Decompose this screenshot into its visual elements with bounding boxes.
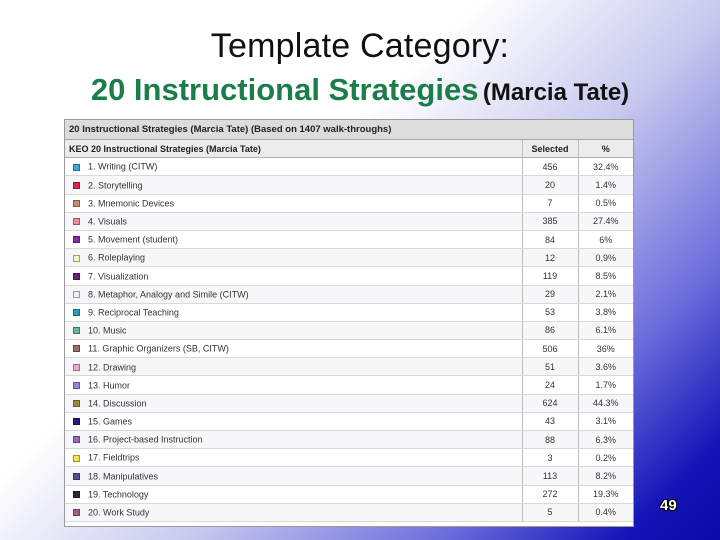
selected-count: 3	[522, 449, 578, 467]
table-row	[65, 376, 633, 394]
slide-title-line2	[0, 72, 720, 108]
column-header-selected[interactable]: Selected	[522, 140, 578, 158]
strategy-label: 4. Visuals	[88, 216, 127, 227]
selected-percent: 0.4%	[578, 503, 633, 521]
legend-swatch-icon	[73, 418, 80, 425]
selected-percent: 32.4%	[578, 158, 633, 176]
strategy-cell	[65, 249, 522, 267]
selected-count: 7	[522, 194, 578, 212]
legend-swatch-icon	[73, 309, 80, 316]
legend-swatch-icon	[73, 473, 80, 480]
selected-percent: 6.1%	[578, 321, 633, 339]
strategy-cell	[65, 285, 522, 303]
report-header: 20 Instructional Strategies (Marcia Tate) (Based on 1407 walk-throughs)	[65, 120, 633, 140]
table-row	[65, 230, 633, 248]
strategy-label: 8. Metaphor, Analogy and Simile (CITW)	[88, 289, 249, 300]
slide-title-author: (Marcia Tate)	[482, 79, 630, 106]
table-row	[65, 321, 633, 339]
legend-swatch-icon	[73, 200, 80, 207]
legend-swatch-icon	[73, 455, 80, 462]
strategy-label: 9. Reciprocal Teaching	[88, 307, 179, 318]
selected-count: 20	[522, 176, 578, 194]
selected-percent: 2.1%	[578, 285, 633, 303]
strategy-label: 10. Music	[88, 325, 127, 336]
table-row	[65, 394, 633, 412]
strategy-cell	[65, 412, 522, 430]
selected-percent: 3.1%	[578, 412, 633, 430]
selected-count: 12	[522, 249, 578, 267]
selected-percent: 1.4%	[578, 176, 633, 194]
strategy-cell	[65, 158, 522, 176]
strategy-label: 7. Visualization	[88, 271, 149, 282]
strategy-cell	[65, 394, 522, 412]
selected-count: 86	[522, 321, 578, 339]
legend-swatch-icon	[73, 182, 80, 189]
strategy-label: 11. Graphic Organizers (SB, CITW)	[88, 343, 229, 354]
table-row	[65, 158, 633, 176]
strategy-cell	[65, 503, 522, 521]
table-row	[65, 449, 633, 467]
selected-percent: 6.3%	[578, 431, 633, 449]
table-row	[65, 340, 633, 358]
table-row	[65, 303, 633, 321]
table-row	[65, 485, 633, 503]
selected-count: 506	[522, 340, 578, 358]
strategy-label: 20. Work Study	[88, 507, 150, 518]
strategy-cell	[65, 467, 522, 485]
selected-count: 5	[522, 503, 578, 521]
selected-count: 272	[522, 485, 578, 503]
strategy-label: 6. Roleplaying	[88, 253, 146, 264]
table-row	[65, 358, 633, 376]
strategy-cell	[65, 431, 522, 449]
selected-percent: 27.4%	[578, 212, 633, 230]
selected-count: 88	[522, 431, 578, 449]
selected-percent: 0.9%	[578, 249, 633, 267]
selected-count: 53	[522, 303, 578, 321]
strategy-cell	[65, 212, 522, 230]
legend-swatch-icon	[73, 364, 80, 371]
strategy-cell	[65, 230, 522, 248]
column-header-strategy[interactable]: KEO 20 Instructional Strategies (Marcia Tate)	[65, 140, 522, 158]
strategy-cell	[65, 358, 522, 376]
selected-percent: 8.5%	[578, 267, 633, 285]
selected-percent: 0.2%	[578, 449, 633, 467]
selected-percent: 0.5%	[578, 194, 633, 212]
selected-count: 84	[522, 230, 578, 248]
strategy-label: 15. Games	[88, 416, 133, 427]
selected-count: 385	[522, 212, 578, 230]
table-row	[65, 467, 633, 485]
legend-swatch-icon	[73, 382, 80, 389]
legend-swatch-icon	[73, 327, 80, 334]
strategy-cell	[65, 340, 522, 358]
legend-swatch-icon	[73, 273, 80, 280]
strategy-cell	[65, 267, 522, 285]
strategy-label: 14. Discussion	[88, 398, 147, 409]
strategy-cell	[65, 194, 522, 212]
selected-count: 113	[522, 467, 578, 485]
column-header-percent[interactable]: %	[578, 140, 633, 158]
strategy-cell	[65, 485, 522, 503]
legend-swatch-icon	[73, 345, 80, 352]
selected-percent: 36%	[578, 340, 633, 358]
strategy-label: 17. Fieldtrips	[88, 453, 140, 464]
selected-count: 24	[522, 376, 578, 394]
strategy-cell	[65, 449, 522, 467]
table-header-row	[65, 140, 633, 158]
legend-swatch-icon	[73, 164, 80, 171]
selected-count: 43	[522, 412, 578, 430]
legend-swatch-icon	[73, 291, 80, 298]
strategy-label: 13. Humor	[88, 380, 131, 391]
strategy-cell	[65, 303, 522, 321]
strategy-label: 5. Movement (student)	[88, 234, 179, 245]
strategy-label: 2. Storytelling	[88, 180, 143, 191]
strategy-label: 1. Writing (CITW)	[88, 162, 158, 173]
page-number: 49	[660, 497, 677, 514]
table-row	[65, 267, 633, 285]
selected-count: 51	[522, 358, 578, 376]
table-row	[65, 431, 633, 449]
table-row	[65, 212, 633, 230]
slide-title-main: 20 Instructional Strategies	[90, 72, 479, 107]
selected-percent: 19.3%	[578, 485, 633, 503]
selected-count: 119	[522, 267, 578, 285]
selected-percent: 44.3%	[578, 394, 633, 412]
selected-percent: 1.7%	[578, 376, 633, 394]
legend-swatch-icon	[73, 236, 80, 243]
selected-count: 624	[522, 394, 578, 412]
table-row	[65, 176, 633, 194]
selected-percent: 6%	[578, 230, 633, 248]
strategy-label: 19. Technology	[88, 489, 149, 500]
table-row	[65, 412, 633, 430]
legend-swatch-icon	[73, 509, 80, 516]
legend-swatch-icon	[73, 491, 80, 498]
legend-swatch-icon	[73, 436, 80, 443]
strategy-cell	[65, 321, 522, 339]
strategy-label: 12. Drawing	[88, 362, 137, 373]
slide-title-line1: Template Category:	[210, 27, 510, 65]
selected-percent: 8.2%	[578, 467, 633, 485]
strategy-label: 16. Project-based Instruction	[88, 434, 203, 445]
legend-swatch-icon	[73, 400, 80, 407]
selected-percent: 3.8%	[578, 303, 633, 321]
selected-count: 456	[522, 158, 578, 176]
table-row	[65, 503, 633, 521]
report-panel	[64, 119, 634, 527]
strategy-label: 18. Manipulatives	[88, 471, 159, 482]
strategy-cell	[65, 376, 522, 394]
legend-swatch-icon	[73, 255, 80, 262]
table-row	[65, 285, 633, 303]
strategy-label: 3. Mnemonic Devices	[88, 198, 175, 209]
strategy-table	[65, 140, 633, 522]
strategy-cell	[65, 176, 522, 194]
table-row	[65, 194, 633, 212]
legend-swatch-icon	[73, 218, 80, 225]
selected-percent: 3.6%	[578, 358, 633, 376]
selected-count: 29	[522, 285, 578, 303]
table-row	[65, 249, 633, 267]
